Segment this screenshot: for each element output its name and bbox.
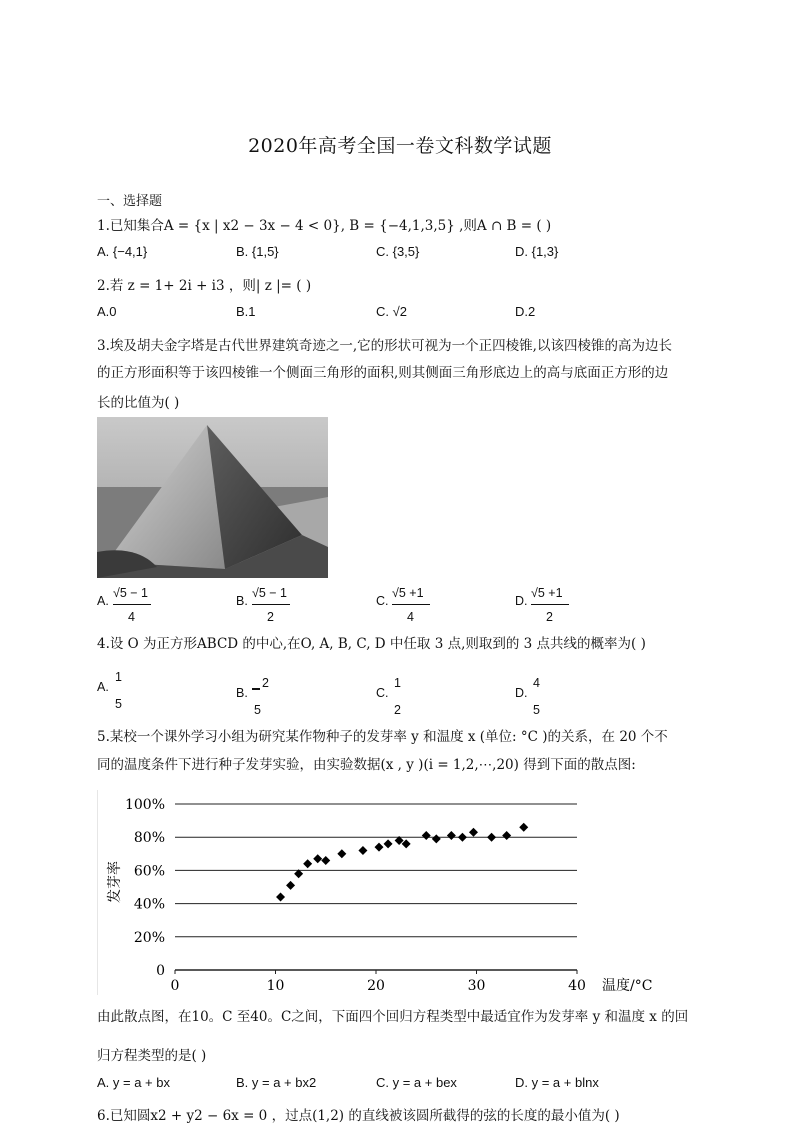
- data-point: [358, 846, 367, 855]
- y-tick-label: 80%: [133, 830, 165, 847]
- x-tick-label: 10: [266, 978, 285, 994]
- y-tick-label: 20%: [133, 929, 165, 946]
- data-point: [487, 833, 496, 842]
- data-point: [502, 831, 511, 840]
- data-point: [432, 834, 441, 843]
- data-point: [276, 892, 285, 901]
- x-tick-label: 40: [568, 978, 586, 994]
- q2-option-a: A.0: [97, 304, 117, 319]
- data-point: [458, 833, 467, 842]
- y-tick-label: 0: [156, 963, 165, 979]
- q3-option-d: D. √5 +1 2: [515, 586, 585, 626]
- question-6-stem: 6.已知圆x2 + y2 − 6x = 0 ，过点(1,2) 的直线被该圆所截得的弦的长度的最小值为( ): [97, 1108, 620, 1124]
- data-point: [447, 831, 456, 840]
- pyramid-photo: [97, 417, 328, 578]
- scatter-chart: [97, 790, 677, 1000]
- question-1-stem: 1.已知集合A = {x | x2 − 3x − 4 < 0}, B = {−4,1,3,5} ,则A ∩ B = ( ): [97, 218, 552, 234]
- q3-option-c: C. √5 +1 4: [376, 586, 446, 626]
- question-4-stem: 4.设 O 为正方形ABCD 的中心,在O, A, B, C, D 中任取 3 点,则取到的 3 点共线的概率为( ): [97, 636, 646, 652]
- data-point: [321, 856, 330, 865]
- data-point: [337, 849, 346, 858]
- data-point: [313, 854, 322, 863]
- data-point: [286, 881, 295, 890]
- question-5-line-3: 由此散点图，在10。C 至40。C之间，下面四个回归方程类型中最适宜作为发芽率 y 和温度 x 的回: [97, 1009, 689, 1025]
- scatter-plot-svg: [97, 790, 677, 1000]
- data-point: [375, 843, 384, 852]
- q3-option-b: B. √5 − 1 2: [236, 586, 306, 626]
- q2-option-b: B.1: [236, 304, 256, 319]
- y-tick-label: 100%: [124, 797, 165, 813]
- question-3-line-2: 的正方形面积等于该四棱锥一个侧面三角形的面积,则其侧面三角形底边上的高与底面正方形的边: [97, 365, 669, 381]
- q2-option-c: C. √2: [376, 304, 407, 319]
- q4-option-c: C. 1 2: [376, 676, 401, 717]
- question-3-line-3: 长的比值为( ): [97, 395, 180, 411]
- data-point: [469, 828, 478, 837]
- q4-option-d: D. 4 5: [515, 676, 540, 717]
- x-tick-label: 30: [467, 978, 486, 994]
- q4-option-b: B. 2 5: [236, 676, 269, 717]
- x-tick-label: 0: [170, 978, 180, 994]
- question-5-line-4: 归方程类型的是( ): [97, 1048, 207, 1064]
- x-tick-label: 20: [367, 978, 385, 994]
- q4-option-a: A. 1 5: [97, 670, 122, 711]
- question-5-line-1: 5.某校一个课外学习小组为研究某作物种子的发芽率 y 和温度 x (单位: °C )的关系，在 20 个不: [97, 729, 668, 745]
- q5-option-c: C. y = a + bex: [376, 1075, 457, 1090]
- q2-option-d: D.2: [515, 304, 536, 319]
- q5-option-a: A. y = a + bx: [97, 1075, 170, 1090]
- q5-option-d: D. y = a + blnx: [515, 1075, 599, 1090]
- y-axis-label: 发芽率: [107, 861, 123, 903]
- section-heading: 一、选择题: [97, 194, 163, 209]
- data-point: [519, 823, 528, 832]
- data-point: [422, 831, 431, 840]
- question-2-stem: 2.若 z = 1+ 2i + i3 ，则| z |= ( ): [97, 278, 312, 294]
- q1-option-a: A. {−4,1}: [97, 244, 148, 259]
- q1-option-b: B. {1,5}: [236, 244, 279, 259]
- y-tick-label: 40%: [133, 896, 165, 913]
- question-5-line-2: 同的温度条件下进行种子发芽实验，由实验数据(x , y )(i = 1,2,⋯,20) 得到下面的散点图:: [97, 757, 636, 773]
- x-axis-label: 温度/°C: [602, 978, 653, 994]
- y-tick-label: 60%: [133, 863, 165, 880]
- page-title: 2020年高考全国一卷文科数学试题: [248, 135, 552, 157]
- question-3-line-1: 3.埃及胡夫金字塔是古代世界建筑奇迹之一,它的形状可视为一个正四棱锥,以该四棱锥的高为边长: [97, 338, 672, 354]
- data-point: [303, 859, 312, 868]
- q3-option-a: A. √5 − 1 4: [97, 586, 167, 626]
- q1-option-c: C. {3,5}: [376, 244, 420, 259]
- q1-option-d: D. {1,3}: [515, 244, 559, 259]
- data-point: [384, 839, 393, 848]
- q5-option-b: B. y = a + bx2: [236, 1075, 317, 1090]
